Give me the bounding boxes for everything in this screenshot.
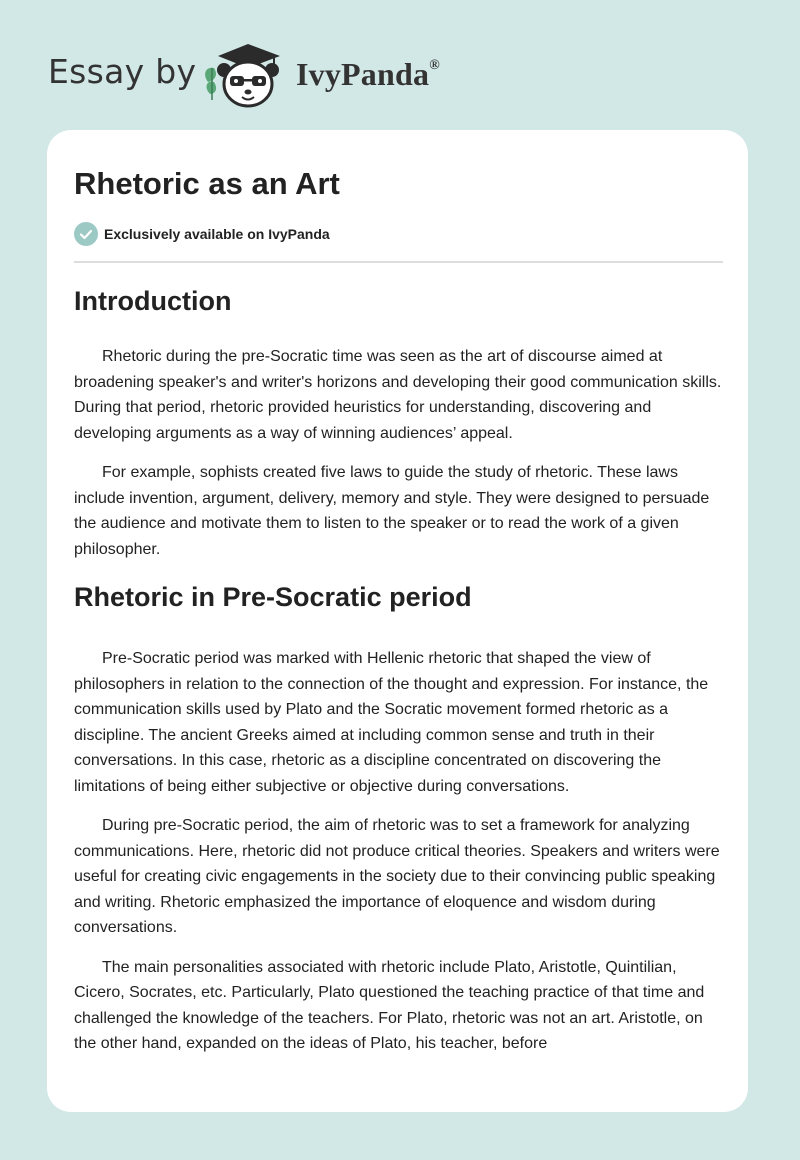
exclusive-text: Exclusively available on IvyPanda <box>104 226 330 242</box>
paragraph: Pre-Socratic period was marked with Hellenic rhetoric that shaped the view of philosophers in relation to the connection of the thought and expression. For instance, the communication skills used by Plato and the Socratic movement formed rhetoric as a discipline. The ancient Greeks aimed at including common sense and truth in their conversations. In this case, rhetoric as a discipline concentrated on discovering the limitations of being either subjective or objective during conversations. <box>74 650 709 795</box>
site-header <box>0 0 800 130</box>
brand-text: IvyPanda <box>296 56 430 92</box>
registered-mark: ® <box>429 58 440 74</box>
essay-card <box>47 130 748 1112</box>
essay-body <box>74 280 724 1071</box>
paragraph: Rhetoric during the pre-Socratic time was seen as the art of discourse aimed at broadening speaker's and writer's horizons and developing their good communication skills. During that period, rhetoric provided heuristics for understanding, discovering and developing arguments as a way of winning audiences’ appeal. <box>74 348 722 442</box>
section-heading-introduction: Introduction <box>74 286 232 316</box>
exclusive-badge <box>74 222 330 246</box>
paragraph: The main personalities associated with rhetoric include Plato, Aristotle, Quintilian, Cicero, Socrates, etc. Particularly, Plato questioned the teaching practice of that time and challenged the knowledge of the teachers. For Plato, rhetoric was not an art. Aristotle, on the other hand, expanded on the ideas of Plato, his teacher, before <box>74 958 705 1052</box>
panda-logo-icon[interactable] <box>200 38 292 110</box>
brand-name[interactable] <box>296 56 440 93</box>
page-title: Rhetoric as an Art <box>74 166 340 201</box>
essay-by-label: Essay by <box>48 52 197 91</box>
check-circle-icon <box>74 222 98 246</box>
section-heading-pre-socratic: Rhetoric in Pre-Socratic period <box>74 582 472 612</box>
paragraph: For example, sophists created five laws to guide the study of rhetoric. These laws include invention, argument, delivery, memory and style. They were designed to persuade the audience and motivate them to listen to the speaker or to read the work of a given philosopher. <box>74 464 710 558</box>
paragraph: During pre-Socratic period, the aim of rhetoric was to set a framework for analyzing communications. Here, rhetoric did not produce critical theories. Speakers and writers were useful for creating civic engagements in the society due to their convincing public speaking and writing. Rhetoric emphasized the importance of eloquence and wisdom during conversations. <box>74 817 720 936</box>
title-divider <box>74 261 723 263</box>
